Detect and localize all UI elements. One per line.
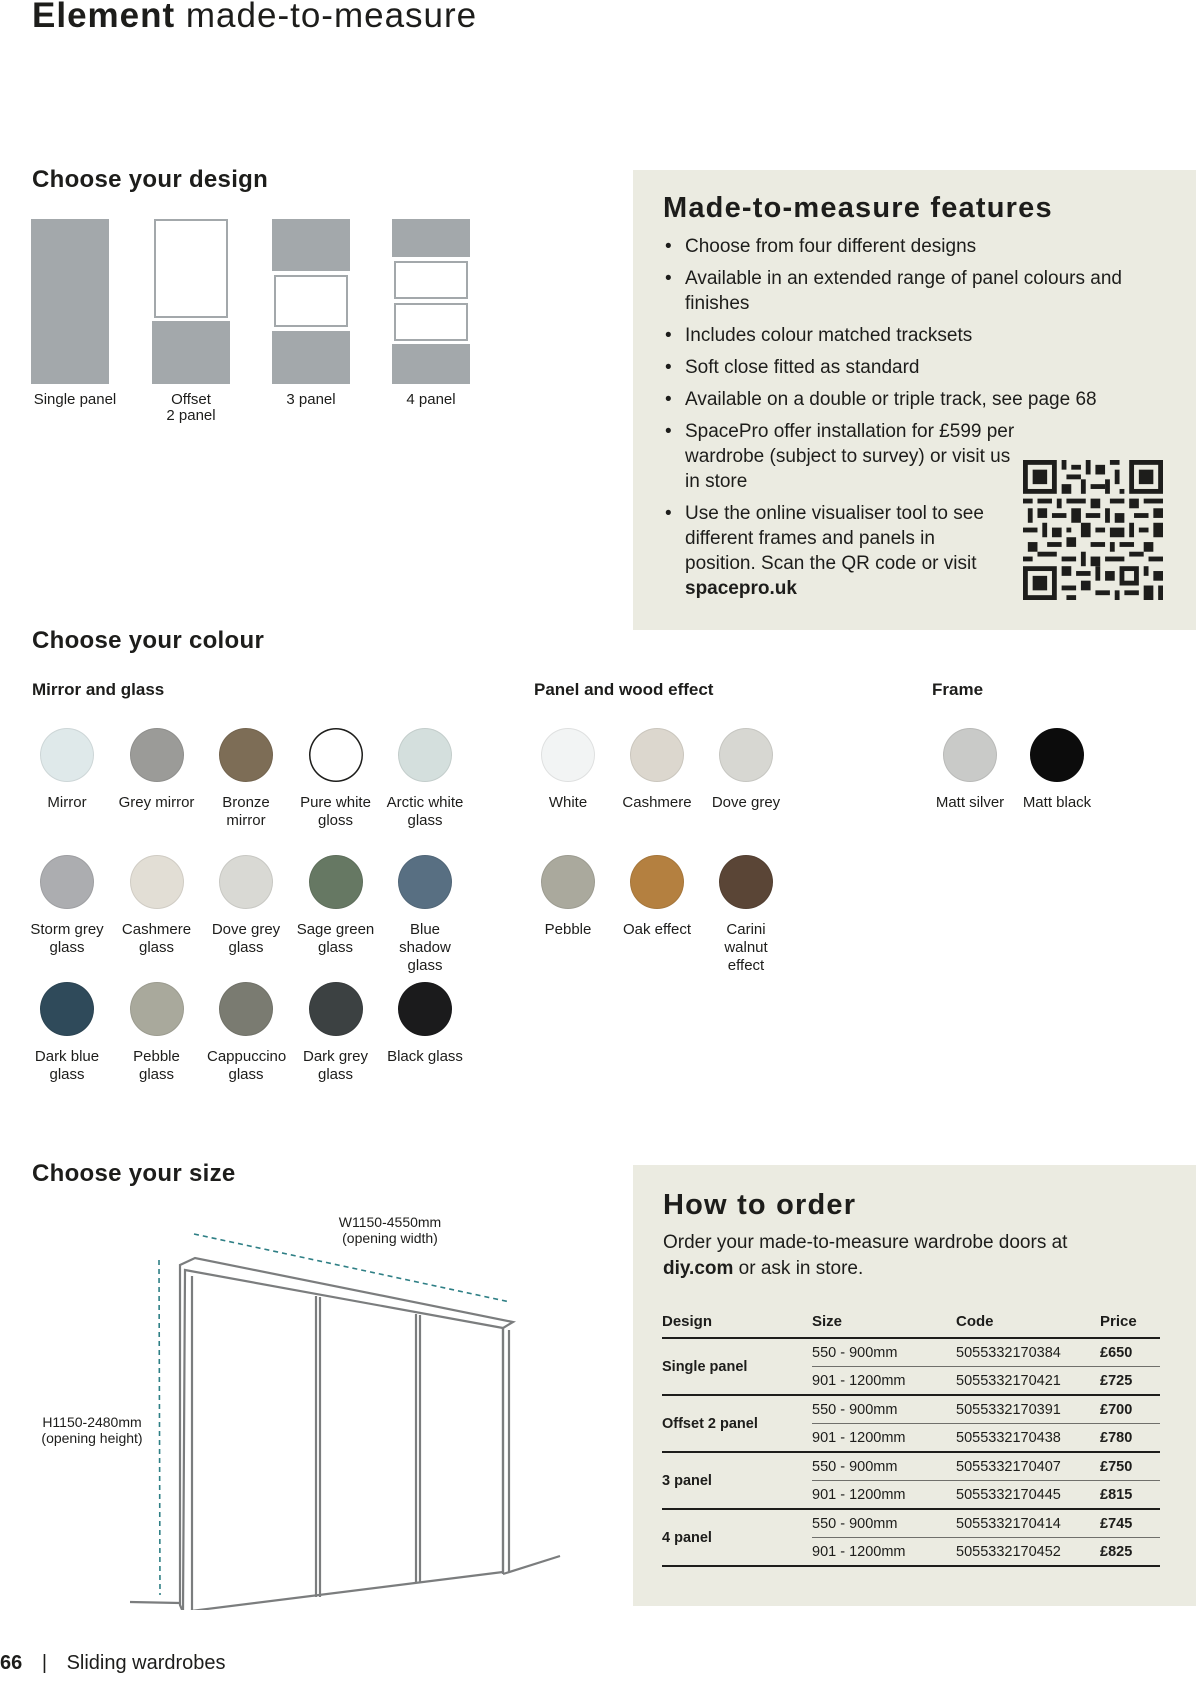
swatch-dot [1030,728,1084,782]
design-single-panel[interactable] [31,219,109,384]
swatch-dot [398,728,452,782]
design-cell: Offset 2 panel [662,1395,812,1452]
swatch-label: Bronze mirror [222,794,270,829]
spacepro-link[interactable]: spacepro.uk [685,578,797,599]
col-design: Design [662,1310,812,1338]
feature-item: • Use the online visualiser tool to see different frames and panels in position. Scan the QR code or visit spacepro.uk [663,501,1000,601]
col-size: Size [812,1310,956,1338]
swatch-label: Cappuccino glass [207,1048,287,1083]
table-row [662,1338,1160,1367]
swatch-label: Sage green glass [296,921,375,956]
code-cell: 5055332170407 [956,1452,1100,1481]
size-cell: 550 - 900mm [812,1338,956,1367]
swatch-dot [309,855,363,909]
price-cell: £815 [1100,1481,1160,1510]
swatch-label: Dark grey glass [302,1048,369,1083]
size-cell: 550 - 900mm [812,1452,956,1481]
design-heading: Choose your design [32,166,269,193]
table-row [662,1509,1160,1538]
design-label-3-panel: 3 panel [286,391,336,408]
swatch-white[interactable] [523,728,613,812]
swatch-label: Cashmere glass [121,921,192,956]
colour-heading: Choose your colour [32,627,265,654]
frame-heading: Frame [932,680,984,699]
feature-item: • Available on a double or triple track, see page 68 [663,387,1123,412]
swatch-dot [40,728,94,782]
swatch-label: White [548,794,588,811]
swatch-cappuccino-glass[interactable] [201,982,291,1084]
swatch-dot [130,982,184,1036]
swatch-dark-grey-glass[interactable] [291,982,381,1084]
design-4-panel[interactable] [392,219,470,384]
mirror-glass-heading: Mirror and glass [32,680,165,699]
swatch-black-glass[interactable] [380,982,470,1066]
feature-item: • Choose from four different designs [663,234,1123,259]
order-heading: How to order [663,1189,857,1221]
swatch-label: Dove grey glass [211,921,281,956]
swatch-label: Black glass [387,1048,463,1065]
swatch-dot [630,728,684,782]
page-footer [0,1652,226,1675]
swatch-dark-blue-glass[interactable] [22,982,112,1084]
swatch-label: Storm grey glass [30,921,104,956]
feature-item: • Includes colour matched tracksets [663,323,1123,348]
swatch-label: Cashmere [622,794,692,811]
swatch-matt-black[interactable] [1012,728,1102,812]
swatch-dot [309,982,363,1036]
price-cell: £825 [1100,1538,1160,1567]
size-cell: 901 - 1200mm [812,1367,956,1396]
page-title: Element made-to-measure [32,0,478,35]
design-3-panel[interactable] [272,219,350,384]
code-cell: 5055332170445 [956,1481,1100,1510]
swatch-dot [541,855,595,909]
swatch-oak-effect[interactable] [612,855,702,939]
footer-separator: | [41,1652,48,1674]
swatch-dot [719,728,773,782]
feature-item: • Available in an extended range of panel colours and finishes [663,266,1123,316]
swatch-carini-walnut-effect[interactable] [701,855,791,975]
swatch-dot [398,855,452,909]
design-label-single: Single panel [33,391,117,408]
swatch-pebble[interactable] [523,855,613,939]
swatch-dot [398,982,452,1036]
qr-code-icon[interactable] [1023,460,1163,600]
swatch-label: Pebble glass [133,1048,180,1083]
price-cell: £650 [1100,1338,1160,1367]
design-cell: 3 panel [662,1452,812,1509]
swatch-blue-shadow-glass[interactable] [380,855,470,975]
price-cell: £725 [1100,1367,1160,1396]
swatch-label: Dove grey [711,794,781,811]
feature-item: • Soft close fitted as standard [663,355,1123,380]
price-cell: £780 [1100,1424,1160,1453]
size-heading: Choose your size [32,1160,236,1187]
size-cell: 550 - 900mm [812,1509,956,1538]
panel-wood-heading: Panel and wood effect [534,680,714,699]
code-cell: 5055332170421 [956,1367,1100,1396]
swatch-dot [541,728,595,782]
table-row [662,1395,1160,1424]
swatch-mirror[interactable] [22,728,112,812]
swatch-dot [219,728,273,782]
swatch-bronze-mirror[interactable] [201,728,291,830]
swatch-matt-silver[interactable] [925,728,1015,812]
design-cell: 4 panel [662,1509,812,1566]
features-panel [633,170,1196,630]
swatch-label: Matt black [1022,794,1092,811]
code-cell: 5055332170384 [956,1338,1100,1367]
swatch-dot [630,855,684,909]
size-cell: 901 - 1200mm [812,1424,956,1453]
order-intro: Order your made-to-measure wardrobe doors at diy.com or ask in store. [663,1232,1068,1279]
swatch-label: Carini walnut effect [724,921,768,974]
swatch-pebble-glass[interactable] [112,982,202,1084]
price-cell: £700 [1100,1395,1160,1424]
order-table-body [662,1338,1160,1566]
price-cell: £745 [1100,1509,1160,1538]
swatch-label: Matt silver [935,794,1005,811]
swatch-grey-mirror[interactable] [112,728,202,812]
swatch-cashmere[interactable] [612,728,702,812]
swatch-dot [40,982,94,1036]
swatch-dove-grey[interactable] [701,728,791,812]
swatch-dove-grey-glass[interactable] [201,855,291,957]
col-price: Price [1100,1310,1160,1338]
width-dimension-label: W1150-4550mm (opening width) [338,1214,442,1246]
code-cell: 5055332170438 [956,1424,1100,1453]
swatch-label: Arctic white glass [386,794,464,829]
footer-section: Sliding wardrobes [66,1652,226,1674]
swatch-label: Dark blue glass [34,1048,100,1083]
size-cell: 550 - 900mm [812,1395,956,1424]
size-cell: 901 - 1200mm [812,1481,956,1510]
diy-link[interactable]: diy.com [663,1258,734,1279]
table-row [662,1452,1160,1481]
design-offset-2-panel[interactable] [152,219,230,384]
page-number: 66 [0,1652,23,1674]
code-cell: 5055332170414 [956,1509,1100,1538]
feature-item: • SpacePro offer installation for £599 per wardrobe (subject to survey) or visit us in store [663,419,1020,494]
features-heading: Made-to-measure features [663,192,1053,224]
code-cell: 5055332170391 [956,1395,1100,1424]
swatch-label: Pure white gloss [300,794,371,829]
swatch-sage-green-glass[interactable] [291,855,381,957]
order-table [662,1310,1160,1567]
swatch-label: Blue shadow glass [399,921,451,974]
design-label-offset: Offset 2 panel [166,391,216,424]
swatch-dot [130,728,184,782]
swatch-dot [40,855,94,909]
swatch-dot [943,728,997,782]
price-cell: £750 [1100,1452,1160,1481]
swatch-dot [219,855,273,909]
swatch-pure-white-gloss[interactable] [291,728,381,830]
code-cell: 5055332170452 [956,1538,1100,1567]
swatch-label: Pebble [544,921,592,938]
swatch-label: Oak effect [622,921,692,938]
wardrobe-size-diagram [120,1210,570,1610]
swatch-label: Mirror [47,794,87,811]
design-label-4-panel: 4 panel [406,391,456,408]
size-cell: 901 - 1200mm [812,1538,956,1567]
swatch-dot [130,855,184,909]
col-code: Code [956,1310,1100,1338]
swatch-dot [719,855,773,909]
design-cell: Single panel [662,1338,812,1395]
swatch-arctic-white-glass[interactable] [380,728,470,830]
swatch-storm-grey-glass[interactable] [22,855,112,957]
swatch-dot [309,728,363,782]
swatch-cashmere-glass[interactable] [112,855,202,957]
swatch-dot [219,982,273,1036]
swatch-label: Grey mirror [118,794,195,811]
height-dimension-label: H1150-2480mm (opening height) [41,1414,143,1446]
